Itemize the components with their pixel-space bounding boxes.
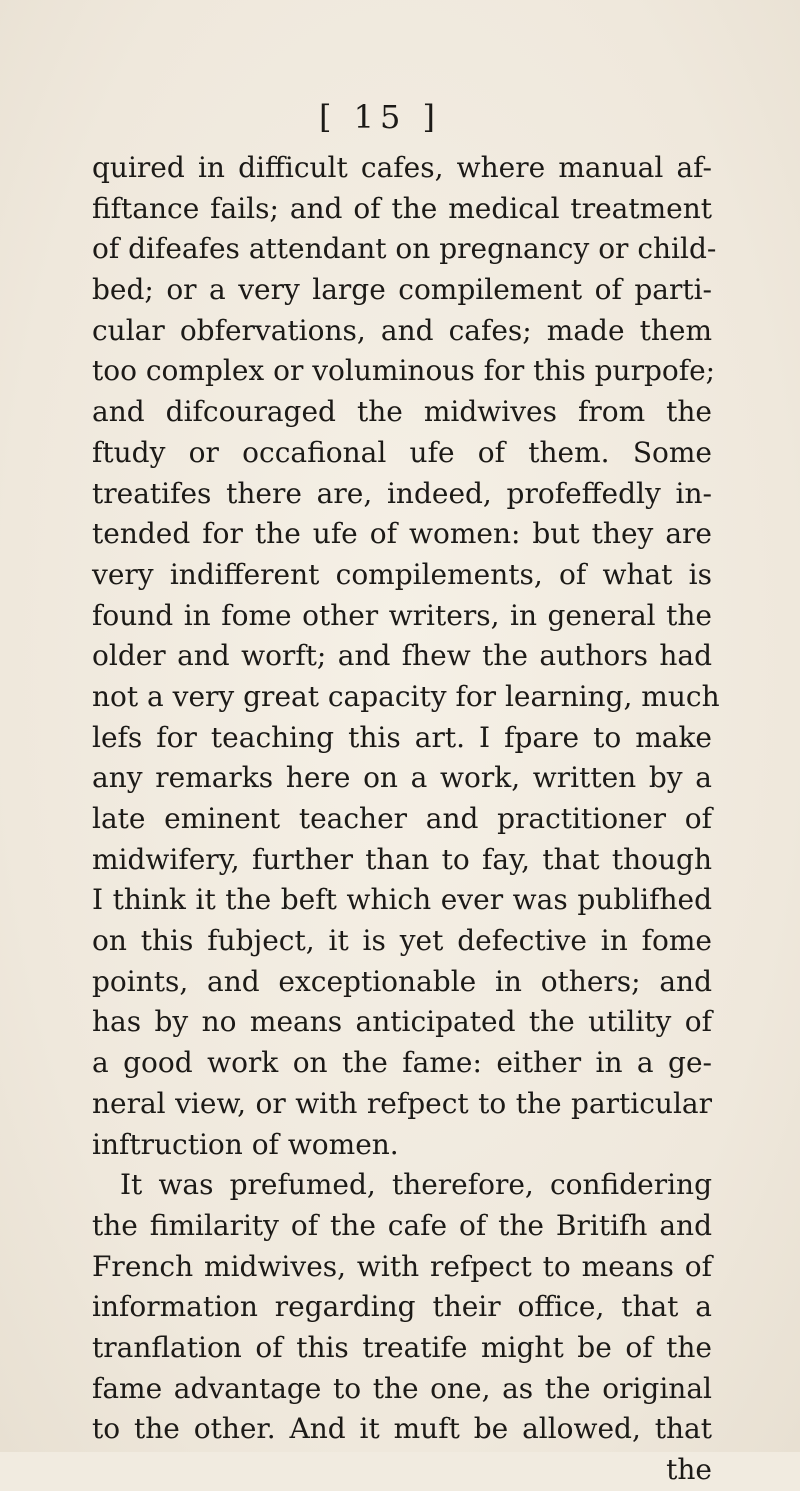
text-line: ftudy or occafional ufe of them. Some <box>92 435 712 469</box>
text-line: any remarks here on a work, written by a <box>92 761 712 795</box>
text-line: information regarding their office, that a <box>92 1290 712 1324</box>
paragraph-start-line: It was prefumed, therefore, confidering <box>120 1168 712 1202</box>
text-line: inftruction of women. <box>92 1127 399 1161</box>
text-line: treatifes there are, indeed, profeffedly in- <box>92 476 712 510</box>
text-line: on this fubject, it is yet defective in fome <box>92 924 712 958</box>
text-line: fame advantage to the one, as the original <box>92 1371 712 1405</box>
text-line: French midwives, with refpect to means of <box>92 1249 712 1283</box>
text-line: I think it the beft which ever was publifhed <box>92 883 712 917</box>
text-line: fiftance fails; and of the medical treatment <box>92 191 712 225</box>
text-line: a good work on the fame: either in a ge- <box>92 1046 712 1080</box>
text-line: older and worft; and fhew the authors had <box>92 639 712 673</box>
text-line: has by no means anticipated the utility of <box>92 1005 712 1039</box>
text-line: cular obfervations, and cafes; made them <box>92 313 712 347</box>
body-text <box>92 148 720 1491</box>
catchword: the <box>666 1453 712 1486</box>
text-line: quired in difficult cafes, where manual af- <box>92 151 712 184</box>
text-line: tended for the ufe of women: but they are <box>92 517 712 551</box>
text-line: of difeafes attendant on pregnancy or child- <box>92 232 717 266</box>
page-number: [ 15 ] <box>318 98 442 136</box>
text-line: and difcouraged the midwives from the <box>92 395 712 429</box>
text-line: points, and exceptionable in others; and <box>92 964 712 998</box>
text-line: not a very great capacity for learning, much <box>92 679 720 713</box>
text-line: too complex or voluminous for this purpofe; <box>92 354 716 388</box>
text-line: lefs for teaching this art. I fpare to make <box>92 720 712 754</box>
text-line: found in fome other writers, in general the <box>92 598 712 632</box>
text-line: midwifery, further than to fay, that though <box>92 842 712 876</box>
text-line: tranflation of this treatife might be of the <box>92 1330 712 1364</box>
text-line: neral view, or with refpect to the particular <box>92 1086 712 1120</box>
text-line: the fimilarity of the cafe of the Britifh and <box>92 1208 712 1242</box>
text-line: to the other. And it muft be allowed, that <box>92 1412 712 1446</box>
text-line: late eminent teacher and practitioner of <box>92 802 712 835</box>
text-line: very indifferent compilements, of what is <box>92 557 712 591</box>
text-line: bed; or a very large compilement of parti- <box>92 273 712 307</box>
